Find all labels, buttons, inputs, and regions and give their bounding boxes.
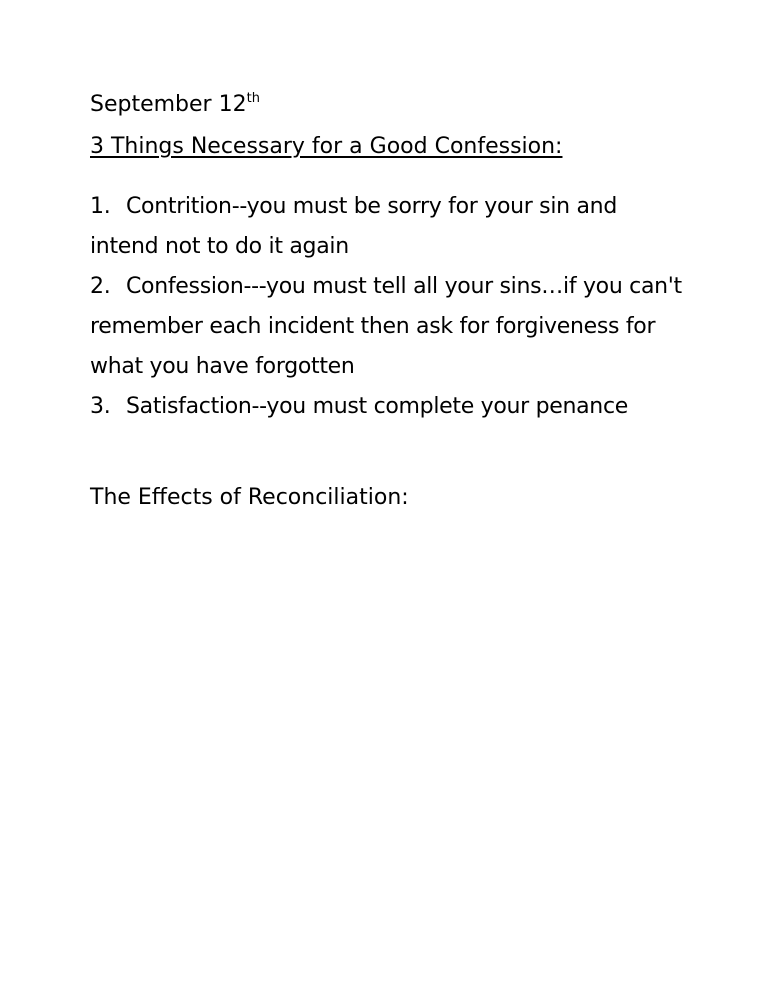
- date-line: [90, 90, 260, 120]
- list-item: [90, 387, 690, 427]
- list-item: [90, 187, 690, 267]
- date-text: September 12: [90, 92, 247, 117]
- list-item-text: Confession---you must tell all your sins…if you can't remember each incident then ask for forgiveness for what you have forgotten: [90, 274, 682, 379]
- list-item: [90, 267, 690, 387]
- numbered-list: [90, 187, 690, 427]
- list-item-number: 1.: [90, 194, 111, 219]
- date-suffix: th: [246, 91, 260, 106]
- list-item-number: 2.: [90, 274, 111, 299]
- list-item-text: Contrition--you must be sorry for your sin and intend not to do it again: [90, 194, 617, 259]
- list-item-number: 3.: [90, 394, 111, 419]
- section-heading-reconciliation: The Effects of Reconciliation:: [90, 485, 409, 510]
- section-heading-confession: 3 Things Necessary for a Good Confession:: [90, 134, 563, 159]
- list-item-text: Satisfaction--you must complete your penance: [126, 394, 628, 419]
